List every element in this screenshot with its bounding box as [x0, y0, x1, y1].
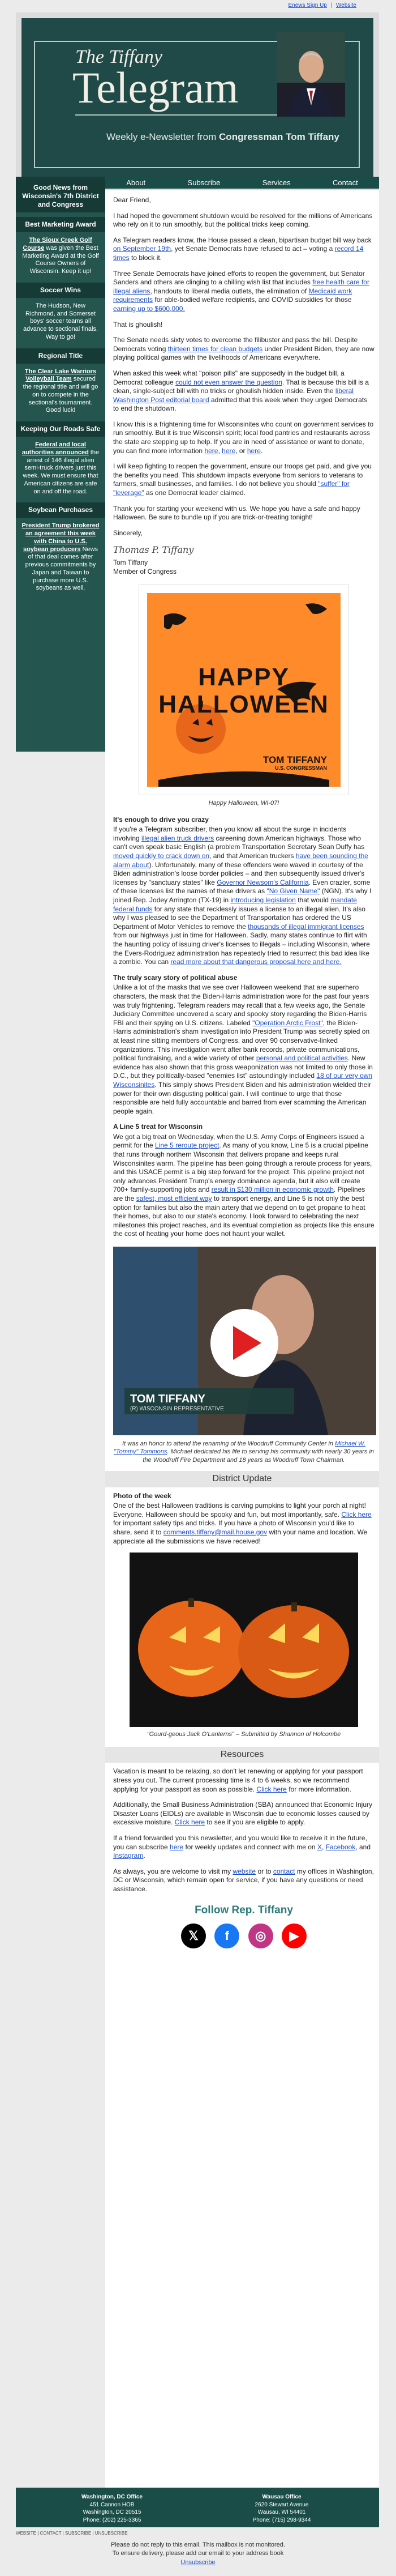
- inline-link[interactable]: could not even answer the question: [175, 378, 282, 386]
- inline-link[interactable]: here: [204, 446, 218, 455]
- newsletter-body: [105, 190, 379, 1948]
- inline-link[interactable]: Click here: [256, 1785, 287, 1793]
- article-heading: It's enough to drive you crazy: [113, 815, 209, 824]
- letter-paragraph: I had hoped the government shutdown would be resolved for the millions of Americans who rely on it to run smoothly, but the political tricks keep coming.: [113, 211, 373, 229]
- sidebar-heading: Regional Title: [16, 348, 105, 364]
- unsubscribe-area: [0, 2541, 396, 2567]
- link-separator: |: [330, 2, 333, 8]
- pumpkin-caption: "Gourd-geous Jack O'Lanterns" – Submitted by Shannon of Holcombe: [147, 1731, 341, 1738]
- article-heading: A Line 5 treat for Wisconsin: [113, 1123, 203, 1131]
- letter-paragraph: As Telegram readers know, the House passed a clean, bipartisan budget bill way back on September 19th, yet Senate Democrats have refused to act – voting a record 14 times to block it.: [113, 236, 372, 262]
- follow-heading: Follow Rep. Tiffany: [195, 1904, 293, 1917]
- nav-contact[interactable]: Contact: [332, 178, 358, 187]
- inline-link[interactable]: "Operation Arctic Frost": [252, 1018, 323, 1027]
- inline-link[interactable]: on September 19th: [113, 245, 171, 253]
- letter-paragraph: Three Senate Democrats have joined efforts to reopen the government, but Senator Sanders and others are clinging to a chilling wish list that includes free health care for illegal aliens, handouts to liberal media outlets, the elimination of Medicaid work requirements for able-bodied welfare recipients, and COVID subsidies for those earning up to $600,000.: [113, 269, 369, 313]
- inline-link[interactable]: X: [317, 1843, 322, 1851]
- inline-link[interactable]: record 14 times: [113, 245, 364, 262]
- greeting: Dear Friend,: [113, 196, 151, 204]
- footer-wausau-office: Wausau Office 2620 Stewart Avenue Wausau, WI 54401 Phone: (715) 298-9344: [252, 2494, 311, 2523]
- inline-link[interactable]: Line 5 reroute project: [155, 1141, 219, 1150]
- video-role-label: (R) WISCONSIN REPRESENTATIVE: [130, 1406, 224, 1412]
- nav-about[interactable]: About: [126, 178, 146, 187]
- nav-subscribe[interactable]: Subscribe: [187, 178, 221, 187]
- footer-dc-office: Washington, DC Office 451 Cannon HOB Washington, DC 20515 Phone: (202) 225-3365: [81, 2494, 143, 2523]
- inline-link[interactable]: introducing legislation: [230, 896, 296, 905]
- letter-paragraph: That is ghoulish!: [113, 320, 163, 329]
- signer-name: Tom Tiffany: [113, 558, 148, 567]
- no-reply-notice: Please do not reply to this email. This mailbox is not monitored.: [111, 2541, 285, 2548]
- inline-link[interactable]: "No Given Name": [266, 887, 320, 895]
- video-caption: It was an honor to attend the renaming of the Woodruff Community Center in Michael W. "Tommy" Tommons. Michael dedicated his life to serving his community with nearly 30 years in the Woodruff Fire Department and 18 years as Woodruff Town Chairman.: [113, 1440, 375, 1464]
- letter-paragraph: I will keep fighting to reopen the government, ensure our troops get paid, and give you the benefits you need. This shutdown impacts everyone from seniors to veterans to farmers, small businesses, and families. I do not believe you should "suffer" for "leverage" as one Democrat leader claimed.: [113, 462, 372, 497]
- instagram-icon[interactable]: ◎: [248, 1924, 273, 1948]
- footer: [16, 2488, 379, 2527]
- banner-subtitle: Weekly e-Newsletter from Congressman Tom Tiffany: [106, 131, 339, 142]
- signature: Thomas P. Tiffany: [113, 544, 194, 556]
- article-text: Unlike a lot of the masks that we see over Halloween weekend that are superhero characters, the mask that the Biden-Harris administration wore for the past four years was truly frightening. Telegram readers may recall that a few weeks ago, the Senate Judiciary Committee uncovered a scary and spooky story regarding the Biden-Harris FBI and their spying on U.S. citizens. Labeled "Operation Arctic Frost", the Biden-Harris administration's sham investigation into President Trump was secretly spied on at least nine sitting members of Congress, and over 90 conservative-linked organizations. This investigation went after bank records, private communications, political fundraising, and a wide variety of other personal and political activities. New evidence has also shown that this gross weaponization was not limited to only those in D.C., but they politically-based "enemies list" astoundingly included 18 of our very own Wisconsinites. This simply shows President Biden and his administration wielded their power for their own disgusting political gain. I will continue to urge that those responsible are held fully accountable and barred from ever scamming the American people again.: [113, 983, 373, 1115]
- sidebar: [16, 177, 105, 752]
- halloween-line2: HALLOWEEN: [158, 690, 329, 719]
- resources-text: Vacation is meant to be relaxing, so don't let renewing or applying for your passport stress you out. The current processing time is 4 to 6 weeks, so we recommend applying for your passport as soon as possible. Click here for more information.: [113, 1767, 363, 1793]
- x-icon[interactable]: 𝕏: [181, 1924, 206, 1948]
- resources-text: As always, you are welcome to visit my website or to contact my offices in Washington, DC or Wisconsin, which remain open for service, if you have any questions or need assistance.: [113, 1867, 374, 1893]
- inline-link[interactable]: Click here: [341, 1510, 372, 1519]
- halloween-sig-role: U.S. CONGRESSMAN: [274, 765, 327, 771]
- inline-link[interactable]: have been sounding the alarm about: [113, 852, 368, 869]
- inline-link[interactable]: contact: [273, 1867, 295, 1875]
- inline-link[interactable]: Facebook: [325, 1843, 356, 1851]
- youtube-icon[interactable]: ▶: [282, 1924, 307, 1948]
- congressman-photo: [277, 32, 345, 117]
- sidebar-item: The Sioux Creek Golf Course was given the Best Marketing Award at the Golf Course Owners of Wisconsin. Keep it up!: [22, 237, 99, 275]
- halloween-sig-name: TOM TIFFANY: [262, 754, 327, 766]
- halloween-caption: Happy Halloween, WI-07!: [208, 800, 279, 807]
- inline-link[interactable]: mandate federal funds: [113, 896, 357, 913]
- inline-link[interactable]: Instagram: [113, 1852, 144, 1860]
- halloween-graphic: [139, 585, 348, 795]
- inline-link[interactable]: earning up to $600,000.: [113, 304, 185, 313]
- inline-link[interactable]: free health care for illegal aliens: [113, 278, 369, 295]
- nav-services[interactable]: Services: [262, 178, 291, 187]
- main-content: [105, 177, 379, 2488]
- article-text: We got a big treat on Wednesday, when the U.S. Army Corps of Engineers issued a permit for the Line 5 reroute project. As many of you know, Line 5 is a crucial pipeline that runs through northern Wisconsin that delivers propane and keeps rural Wisconsinites warm. The pipeline has been going through a reroute process for years, and this USACE permit is a big step forward for the project. This pipeline project not only advances President Trump's energy dominance agenda, but it also will create 700+ family-supporting jobs and result in $130 million in economic growth. Pipelines are the safest, most efficient way to transport energy, and Line 5 is not only the best option for families but also the main artery that we depend on to get propane to heat their homes, but also to our state's economy. I look forward to celebrating the next milestones this project reaches, and its eventual completion as projects like this ensure the cost of heating your home does not haunt your wallet.: [113, 1132, 375, 1238]
- inline-link[interactable]: safest, most efficient way: [136, 1195, 212, 1203]
- article-heading: The truly scary story of political abuse: [113, 973, 238, 982]
- resources-text: Additionally, the Small Business Administration (SBA) announced that Economic Injury Disaster Loans (EIDLs) are available in Wisconsin due to economic losses caused by excessive moisture. Click here to see if you are eligible to apply.: [113, 1801, 373, 1827]
- halloween-line1: HAPPY: [198, 663, 290, 692]
- banner-title-large: Telegram: [72, 63, 239, 112]
- inline-link[interactable]: here: [222, 446, 236, 455]
- sidebar-item: The Hudson, New Richmond, and Somerset boys' soccer teams all advance to sectional finals. Way to go!: [23, 302, 98, 340]
- email-link[interactable]: comments.tiffany@mail.house.gov: [163, 1528, 268, 1537]
- social-icons: [113, 1924, 375, 1948]
- header-banner: [16, 12, 379, 177]
- resources-heading: Resources: [105, 1747, 379, 1763]
- sidebar-heading: Best Marketing Award: [16, 217, 105, 232]
- sidebar-item: The Clear Lake Warriors Volleyball Team secured the regional title and will go on to compete in the sectional's tournament. Good luck!: [23, 368, 98, 414]
- sidebar-item: President Trump brokered an agreement this week with China to U.S. soybean producers News of that deal comes after previous commitments by Japan and Taiwan to purchase more U.S. soybeans as well.: [21, 522, 100, 592]
- unsubscribe-link[interactable]: Unsubscribe: [180, 2558, 216, 2566]
- inline-link[interactable]: liberal Washington Post editorial board: [113, 387, 354, 404]
- signer-role: Member of Congress: [113, 567, 177, 575]
- inline-link[interactable]: thousands of illegal immigrant licenses: [248, 922, 364, 931]
- inline-link[interactable]: result in $130 million in economic growth: [211, 1185, 334, 1194]
- resources-text: If a friend forwarded you this newsletter, and you would like to receive it in the future, you can subscribe here for weekly updates and connect with me on X, Facebook, and Instagram.: [113, 1833, 371, 1860]
- facebook-icon[interactable]: f: [214, 1924, 239, 1948]
- enews-signup-link[interactable]: Enews Sign Up: [288, 2, 327, 8]
- sidebar-heading: Soybean Purchases: [16, 502, 105, 518]
- pumpkin-art: [130, 1553, 358, 1727]
- inline-link[interactable]: read more about that dangerous proposal here and here.: [170, 958, 342, 966]
- banner-divider: [75, 114, 279, 116]
- subfooter-links[interactable]: WEBSITE | CONTACT | SUBSCRIBE | UNSUBSCRIBE: [16, 2531, 128, 2536]
- sidebar-heading: Soccer Wins: [16, 283, 105, 298]
- district-update-heading: District Update: [105, 1471, 379, 1487]
- sidebar-good-news-heading: Good News from Wisconsin's 7th District and Congress: [16, 180, 105, 212]
- letter-paragraph: When asked this week what "poison pills" are supposedly in the budget bill, a Democrat colleague could not even answer the question. That is because this bill is a clean, single-subject bill with no tricks or ghoulish hidden inside. Even the liberal Washington Post editorial board admitted that this week when they urged Democrats to end the shutdown.: [113, 369, 369, 413]
- district-text: One of the best Halloween traditions is carving pumpkins to light your porch at night! Everyone, Halloween should be spooky and fun, but most importantly, safe. Click here for important safety tips and tricks. If you have a photo of Wisconsin you'd like to share, send it to comments.tiffany@mail.house.gov with your name and location. We appreciate all the submissions we have received!: [113, 1502, 372, 1545]
- inline-link[interactable]: Governor Newsom's California: [217, 878, 309, 886]
- letter-paragraph: The Senate needs sixty votes to overcome the filibuster and pass the bill. Despite Democrats voting thirteen times for clean budgets under President Biden, they are now playing political games with the livelihoods of Americans everywhere.: [113, 336, 375, 362]
- pumpkin-photo: [130, 1553, 358, 1727]
- video-name-label: TOM TIFFANY: [130, 1393, 205, 1405]
- address-book-notice: To ensure delivery, please add our email to your address book: [112, 2550, 284, 2557]
- website-link[interactable]: Website: [336, 2, 356, 8]
- sidebar-heading: Keeping Our Roads Safe: [16, 421, 105, 437]
- inline-link[interactable]: "suffer" for "leverage": [113, 480, 350, 497]
- inline-link[interactable]: here: [247, 446, 261, 455]
- inline-link[interactable]: illegal alien truck drivers: [141, 834, 214, 842]
- letter-paragraph: I know this is a frightening time for Wisconsinites who count on government services to run smoothly. But it is true Wisconsin spirit; local food pantries and restaurants across the state are stepping up to help. If you are in need of assistance or want to donate, you can find more information here, here, or here.: [113, 420, 374, 455]
- inline-link[interactable]: moved quickly to crack down on: [113, 852, 210, 860]
- top-nav: [105, 177, 379, 190]
- inline-link[interactable]: thirteen times for clean budgets: [167, 344, 263, 353]
- inline-link[interactable]: Click here: [174, 1818, 205, 1827]
- inline-link[interactable]: 18 of our very own Wisconsinites: [113, 1072, 373, 1089]
- closing: Sincerely,: [113, 528, 143, 537]
- video-thumbnail[interactable]: [113, 1247, 376, 1435]
- inline-link[interactable]: here: [170, 1843, 184, 1851]
- banner-title-small: The Tiffany: [75, 46, 162, 67]
- sidebar-item: Federal and local authorities announced the arrest of 146 illegal alien semi-truck drivers just this week. We must ensure that American citizens are safe on and off the road.: [21, 441, 100, 495]
- letter-paragraph: Thank you for starting your weekend with us. We hope you have a safe and happy Halloween. Be sure to bundle up if you are trick-or-treating tonight!: [113, 504, 360, 522]
- inline-link[interactable]: Medicaid work requirements: [113, 287, 352, 304]
- inline-link[interactable]: Michael W. "Tommy" Tommons: [113, 1440, 366, 1456]
- inline-link[interactable]: personal and political activities: [256, 1054, 348, 1063]
- top-links: [286, 2, 357, 8]
- photo-of-week-heading: Photo of the week: [113, 1491, 171, 1500]
- article-text: If you're a Telegram subscriber, then you know all about the surge in incidents involving illegal alien truck drivers careening down American highways. Those who can't even speak basic English (a problem Transportation Secretary Sean Duffy has moved quickly to crack down on, and that American truckers have been sounding the alarm about). Unfortunately, many of these offenders were waved in courtesy of the Biden administration's loose border policies – and then subsequently issued driver's licenses by "sanctuary states" like Governor Newsom's California. Even crazier, some of these licenses list the names of these drivers as "No Given Name" (NGN). It's why I joined Rep. Jodey Arrington (TX-19) in introducing legislation that would mandate federal funds for any state that recklessly issues a license to an illegal alien. It's also why I was pleased to see the Department of Transportation has ordered the US Department of Motor Vehicles to remove the thousands of illegal immigrant licenses from our highways just in time for Halloween. Sadly, many states continue to flirt with the haunting policy of issuing driver's licenses to illegals – including Wisconsin, where the Evers-Rodriguez administration has repeatedly tried to resurrect this bad idea like a zombie. You can read more about that dangerous proposal here and here.: [113, 825, 372, 966]
- inline-link[interactable]: website: [233, 1867, 256, 1875]
